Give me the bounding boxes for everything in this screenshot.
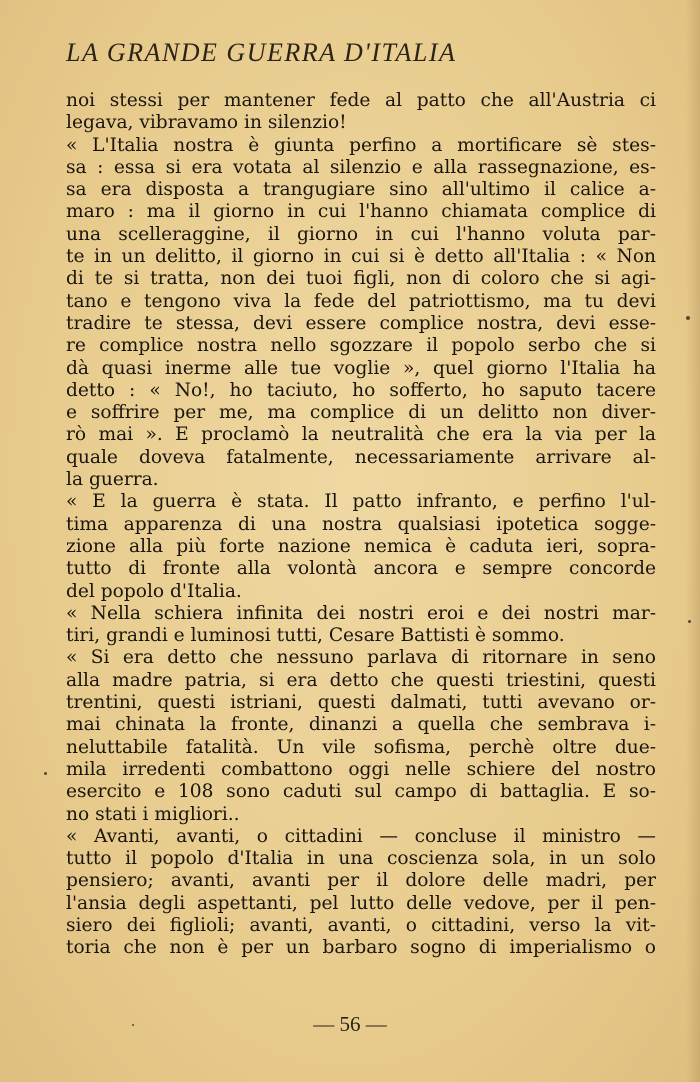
text-line: mai chinata la fronte, dinanzi a quella che sembrava i- [66,714,656,736]
text-line: detto : « No!, ho taciuto, ho sofferto, ho saputo tacere [66,379,656,401]
text-line: re complice nostra nello sgozzare il popolo serbo che si [66,335,656,357]
text-line: « Si era detto che nessuno parlava di ritornare in seno [66,647,656,669]
paper-speck [688,620,691,623]
text-line: esercito e 108 sono caduti sul campo di battaglia. E so- [66,781,656,803]
text-line: rò mai ». E proclamò la neutralità che era la via per la [66,424,656,446]
text-line: zione alla più forte nazione nemica è caduta ieri, sopra- [66,535,656,557]
text-line: tutto il popolo d'Italia in una coscienza sola, in un solo [66,848,656,870]
text-line: te in un delitto, il giorno in cui si è detto all'Italia : « Non [66,246,656,268]
paper-speck [44,772,47,775]
text-line: sa era disposta a trangugiare sino all'ultimo il calice a- [66,179,656,201]
text-line: la guerra. [66,469,159,491]
text-line: no stati i migliori.. [66,803,240,825]
running-title: LA GRANDE GUERRA D'ITALIA [66,38,457,67]
text-line: quale doveva fatalmente, necessariamente arrivare al- [66,446,656,468]
page-number: — 56 — [313,1012,387,1036]
body-text [66,90,656,960]
text-line: tano e tengono viva la fede del patriottismo, ma tu devi [66,290,656,312]
text-line: « L'Italia nostra è giunta perfino a mortificare sè stes- [66,134,656,156]
text-line: maro : ma il giorno in cui l'hanno chiamata complice di [66,201,656,223]
text-line: legava, vibravamo in silenzio! [66,112,347,134]
text-line: « Nella schiera infinita dei nostri eroi e dei nostri mar- [66,602,656,624]
text-line: alla madre patria, si era detto che questi triestini, questi [66,669,656,691]
text-line: « E la guerra è stata. Il patto infranto, e perfino l'ul- [66,491,656,513]
text-line: del popolo d'Italia. [66,580,242,602]
paper-speck [686,316,690,320]
text-line: tiri, grandi e luminosi tutti, Cesare Battisti è sommo. [66,625,565,647]
text-line: siero dei figlioli; avanti, avanti, o cittadini, verso la vit- [66,914,656,936]
text-line: una scelleraggine, il giorno in cui l'hanno voluta par- [66,223,656,245]
text-line: dà quasi inerme alle tue voglie », quel giorno l'Italia ha [66,357,656,379]
text-line: pensiero; avanti, avanti per il dolore delle madri, per [66,870,656,892]
text-line: tutto di fronte alla volontà ancora e sempre concorde [66,558,656,580]
text-line: toria che non è per un barbaro sogno di imperialismo o [66,937,656,959]
paper-speck [132,1024,134,1026]
text-line: trentini, questi istriani, questi dalmati, tutti avevano or- [66,692,656,714]
text-line: noi stessi per mantener fede al patto che all'Austria ci [66,90,656,111]
text-line: tima apparenza di una nostra qualsiasi ipotetica sogge- [66,513,656,535]
text-line: e soffrire per me, ma complice di un delitto non diver- [66,402,656,424]
text-line: mila irredenti combattono oggi nelle schiere del nostro [66,758,656,780]
page-edge-shadow [686,0,700,1082]
text-line: sa : essa si era votata al silenzio e alla rassegnazione, es- [66,156,656,178]
text-line: « Avanti, avanti, o cittadini — concluse il ministro — [66,825,656,847]
text-line: di te si tratta, non dei tuoi figli, non di coloro che si agi- [66,268,656,290]
text-line: l'ansia degli aspettanti, pel lutto delle vedove, per il pen- [66,892,656,914]
text-line: tradire te stessa, devi essere complice nostra, devi esse- [66,312,656,334]
text-line: neluttabile fatalità. Un vile sofisma, perchè oltre due- [66,736,656,758]
